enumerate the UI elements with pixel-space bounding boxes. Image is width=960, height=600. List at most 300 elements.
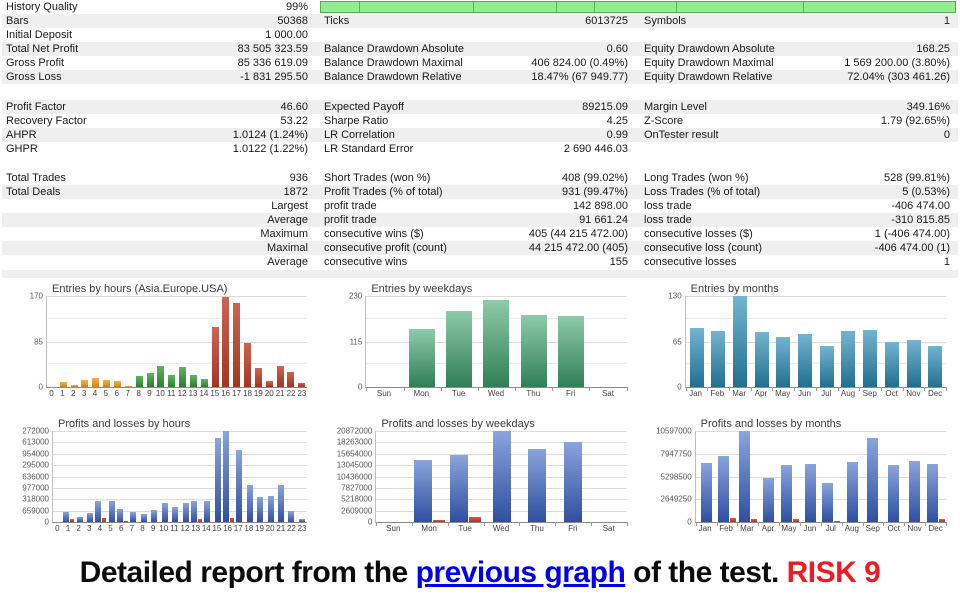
stat-cell bbox=[320, 128, 632, 142]
x-tick-label: Aug bbox=[844, 524, 859, 533]
x-tick-label: Jul bbox=[821, 389, 832, 398]
profit-bar-Wed bbox=[493, 431, 511, 522]
stat-cell bbox=[640, 128, 954, 142]
bar-slot bbox=[47, 296, 58, 387]
loss-bar-May bbox=[793, 519, 799, 522]
bar-13 bbox=[190, 375, 197, 387]
stat-cell bbox=[320, 100, 632, 114]
stat-label: History Quality bbox=[6, 1, 78, 13]
bar-slot bbox=[552, 296, 589, 387]
x-tick-label: 22 bbox=[286, 524, 296, 533]
x-tick-label: 14 bbox=[201, 524, 211, 533]
x-axis-tick bbox=[758, 522, 759, 526]
bar-Jul bbox=[820, 346, 834, 387]
stat-label: Loss Trades (% of total) bbox=[644, 186, 761, 198]
x-tick-label: Jun bbox=[798, 389, 811, 398]
x-tick-label: Oct bbox=[885, 389, 898, 398]
stat-value: 2 690 446.03 bbox=[563, 143, 628, 155]
x-tick-label: 0 bbox=[55, 524, 60, 533]
stat-value: 5 (0.53%) bbox=[902, 186, 950, 198]
stat-cell bbox=[2, 199, 312, 213]
x-tick-label: 15 bbox=[210, 389, 220, 398]
bar-slot bbox=[286, 431, 296, 522]
x-axis-tick bbox=[448, 522, 449, 526]
stat-value: 406 824.00 (0.49%) bbox=[531, 57, 628, 69]
bar-slot bbox=[838, 296, 860, 387]
x-axis-tick bbox=[903, 387, 904, 391]
x-tick-label: 17 bbox=[233, 524, 243, 533]
x-tick-label: 5 bbox=[108, 524, 113, 533]
bar-slot bbox=[821, 431, 842, 522]
x-axis-tick bbox=[627, 522, 628, 526]
x-tick-label: 6 bbox=[118, 524, 124, 533]
x-tick-label: 9 bbox=[147, 389, 152, 398]
x-tick-label: Sep bbox=[862, 389, 877, 398]
profit-bar-Apr bbox=[763, 478, 774, 522]
stat-label: Expected Payoff bbox=[324, 101, 404, 113]
stat-cell bbox=[2, 28, 312, 42]
x-tick-label: 2 bbox=[76, 524, 81, 533]
y-tick-label: 2649250 bbox=[660, 494, 692, 504]
x-tick-label: 11 bbox=[170, 524, 179, 533]
bar-May bbox=[776, 337, 790, 387]
stat-label: Balance Drawdown Maximal bbox=[324, 57, 463, 69]
bar-slot bbox=[112, 296, 123, 387]
loss-bar-Tue bbox=[469, 517, 481, 522]
stat-value: -310 815.85 bbox=[891, 214, 950, 226]
bar-3 bbox=[81, 380, 88, 387]
profit-bar-Tue bbox=[450, 455, 468, 522]
stat-value: Average bbox=[267, 214, 308, 226]
bars-layer bbox=[47, 296, 307, 387]
stat-value: 408 (99.02%) bbox=[561, 172, 628, 184]
bar-slot bbox=[441, 296, 478, 387]
y-tick-label: 65 bbox=[672, 337, 682, 346]
x-tick-label: Sun bbox=[386, 524, 401, 533]
profit-bar-2 bbox=[77, 517, 83, 522]
y-tick-label: 636000 bbox=[22, 472, 49, 481]
x-tick-label: Nov bbox=[907, 524, 922, 533]
y-tick-label: 318000 bbox=[22, 494, 49, 504]
bar-slot bbox=[85, 431, 95, 522]
stat-cell bbox=[320, 213, 632, 227]
stat-value: 931 (99.47%) bbox=[561, 186, 628, 198]
stat-cell bbox=[2, 114, 312, 128]
profit-bar-15 bbox=[215, 438, 221, 522]
x-tick-label: Jan bbox=[698, 524, 712, 533]
stat-label: Balance Drawdown Relative bbox=[324, 71, 462, 83]
x-tick-label: Mar bbox=[732, 389, 746, 398]
stat-cell bbox=[2, 42, 312, 56]
x-tick-label: Apr bbox=[754, 389, 768, 398]
stat-label: consecutive losses ($) bbox=[644, 228, 753, 240]
stat-cell bbox=[2, 171, 312, 185]
x-tick-label: 2 bbox=[71, 389, 76, 398]
profit-bar-10 bbox=[162, 503, 168, 522]
x-tick-label: Sun bbox=[376, 389, 392, 398]
profit-bar-18 bbox=[247, 485, 253, 522]
x-tick-label: Thu bbox=[530, 524, 544, 533]
bar-slot bbox=[242, 296, 253, 387]
x-tick-label: 15 bbox=[212, 524, 222, 533]
x-tick-label: Fri bbox=[568, 524, 578, 533]
x-tick-label: Apr bbox=[761, 524, 775, 533]
bar-Tue bbox=[446, 311, 472, 387]
chart-title: Entries by weekdays bbox=[371, 283, 473, 295]
stat-label: Margin Level bbox=[644, 101, 707, 113]
stat-cell bbox=[640, 227, 954, 241]
x-axis-tick bbox=[800, 522, 801, 526]
x-tick-label: Sat bbox=[602, 524, 615, 533]
caption-bar bbox=[0, 545, 960, 600]
y-tick-label: 0 bbox=[687, 517, 692, 527]
stat-row bbox=[2, 185, 958, 199]
bar-Nov bbox=[907, 340, 921, 387]
bar-slot bbox=[686, 296, 708, 387]
bar-slot bbox=[925, 431, 946, 522]
profit-bar-Oct bbox=[888, 465, 899, 522]
stat-label: Recovery Factor bbox=[6, 115, 87, 127]
stat-cell bbox=[640, 14, 954, 28]
x-tick-label: 1 bbox=[60, 389, 65, 398]
x-tick-label: Fri bbox=[565, 389, 576, 398]
profit-bar-1 bbox=[63, 512, 69, 522]
x-tick-label: Thu bbox=[526, 389, 541, 398]
chart-profits-losses-by-months bbox=[647, 418, 952, 545]
x-axis-tick bbox=[404, 387, 405, 391]
x-tick-label: 23 bbox=[297, 524, 307, 533]
chart-plot bbox=[22, 426, 307, 527]
stat-value: 0.60 bbox=[606, 43, 628, 55]
bar-Fri bbox=[558, 316, 584, 387]
progress-separator bbox=[473, 2, 474, 12]
x-axis-tick bbox=[946, 387, 947, 391]
profit-bar-19 bbox=[257, 497, 263, 522]
bar-5 bbox=[103, 380, 110, 387]
x-tick-label: 13 bbox=[191, 524, 201, 533]
bar-slot bbox=[159, 431, 169, 522]
x-axis-tick bbox=[589, 387, 590, 391]
bar-slot bbox=[515, 296, 552, 387]
bar-slot bbox=[859, 296, 881, 387]
bar-8 bbox=[136, 376, 143, 387]
bar-slot bbox=[448, 431, 484, 522]
bar-slot bbox=[155, 296, 166, 387]
stat-label: Total Deals bbox=[6, 186, 61, 198]
bar-17 bbox=[233, 303, 240, 387]
stat-label: Bars bbox=[6, 15, 29, 27]
bar-slot bbox=[223, 431, 234, 522]
stat-value: 50368 bbox=[277, 15, 308, 27]
x-tick-label: Mon bbox=[421, 524, 437, 533]
bar-slot bbox=[253, 296, 264, 387]
x-tick-label: 21 bbox=[276, 524, 286, 533]
x-tick-label: 17 bbox=[232, 389, 242, 398]
stat-value: 83 505 323.59 bbox=[237, 43, 308, 55]
x-tick-label: 8 bbox=[136, 389, 141, 398]
x-axis-tick bbox=[707, 387, 708, 391]
stat-cell bbox=[320, 227, 632, 241]
stat-label: Short Trades (won %) bbox=[324, 172, 431, 184]
stat-row bbox=[2, 0, 958, 14]
bar-16 bbox=[222, 297, 229, 387]
block-gap bbox=[0, 84, 960, 100]
profit-bar-12 bbox=[183, 503, 189, 522]
y-tick-label: 659000 bbox=[22, 506, 49, 516]
bar-slot bbox=[696, 431, 717, 522]
stat-value: 53.22 bbox=[280, 115, 308, 127]
profit-bar-Jun bbox=[805, 464, 816, 522]
x-axis-tick bbox=[816, 387, 817, 391]
bar-slot bbox=[53, 431, 63, 522]
x-tick-label: Dec bbox=[928, 389, 943, 398]
bar-23 bbox=[298, 383, 305, 387]
chart-profits-losses-by-weekdays bbox=[327, 418, 632, 545]
x-axis-labels bbox=[46, 388, 307, 401]
stat-label: consecutive profit (count) bbox=[324, 242, 447, 254]
stat-cell bbox=[640, 42, 954, 56]
stat-cell bbox=[320, 255, 632, 269]
x-tick-label: 11 bbox=[167, 389, 176, 398]
bar-slot bbox=[117, 431, 128, 522]
stat-row bbox=[2, 255, 958, 269]
bar-slot bbox=[58, 296, 69, 387]
x-tick-label: 10 bbox=[159, 524, 169, 533]
bar-slot bbox=[758, 431, 779, 522]
stat-cell bbox=[640, 56, 954, 70]
bar-slot bbox=[883, 431, 904, 522]
profit-bar-17 bbox=[236, 450, 242, 522]
history-quality-progress bbox=[320, 0, 958, 14]
charts-grid bbox=[0, 283, 960, 545]
profit-bar-Mar bbox=[739, 431, 750, 522]
stat-label: Gross Loss bbox=[6, 71, 62, 83]
bar-slot bbox=[101, 296, 112, 387]
stat-value: 1.0122 (1.22%) bbox=[232, 143, 308, 155]
x-axis-tick bbox=[751, 387, 752, 391]
profit-bar-5 bbox=[109, 501, 115, 522]
x-tick-label: 9 bbox=[150, 524, 156, 533]
x-tick-label: 6 bbox=[114, 389, 120, 398]
progress-separator bbox=[594, 2, 595, 12]
x-axis-tick bbox=[729, 387, 730, 391]
x-tick-label: 13 bbox=[188, 389, 198, 398]
x-axis-tick bbox=[946, 522, 947, 526]
bar-slot bbox=[903, 296, 925, 387]
bar-Wed bbox=[483, 300, 509, 387]
bar-10 bbox=[157, 366, 164, 387]
caption-text bbox=[80, 556, 881, 590]
stat-label: profit trade bbox=[324, 200, 377, 212]
chart-title: Entries by hours (Asia.Europe.USA) bbox=[52, 283, 228, 295]
y-tick-label: 18263000 bbox=[336, 437, 373, 447]
bar-slot bbox=[180, 431, 190, 522]
y-tick-label: 613000 bbox=[22, 437, 49, 447]
profit-bar-21 bbox=[278, 485, 284, 522]
bar-slot bbox=[591, 431, 627, 522]
bar-slot bbox=[221, 296, 232, 387]
previous-graph-link[interactable]: previous graph bbox=[415, 555, 626, 589]
stat-value: 18.47% (67 949.77) bbox=[531, 71, 628, 83]
y-tick-label: 5298500 bbox=[660, 472, 692, 481]
bar-slot bbox=[255, 431, 265, 522]
profit-bar-Fri bbox=[564, 442, 582, 522]
x-tick-label: Wed bbox=[492, 524, 510, 533]
bar-slot bbox=[478, 296, 515, 387]
x-tick-label: Oct bbox=[887, 524, 900, 533]
bar-9 bbox=[147, 373, 154, 387]
stat-cell bbox=[640, 114, 954, 128]
stat-label: LR Correlation bbox=[324, 129, 395, 141]
x-tick-label: 3 bbox=[81, 389, 87, 398]
x-axis-tick bbox=[591, 522, 592, 526]
x-tick-label: 10 bbox=[155, 389, 165, 398]
progress-separator bbox=[803, 2, 804, 12]
x-axis-tick bbox=[515, 387, 516, 391]
stat-value: 349.16% bbox=[906, 101, 950, 113]
bar-slot bbox=[265, 431, 275, 522]
stat-row bbox=[2, 241, 958, 255]
bar-12 bbox=[179, 367, 186, 387]
bar-slot bbox=[555, 431, 591, 522]
profit-bar-23 bbox=[299, 519, 305, 522]
x-tick-label: 7 bbox=[125, 389, 130, 398]
chart-entries-by-months bbox=[647, 283, 952, 410]
stat-value: 72.04% (303 461.26) bbox=[847, 71, 950, 83]
profit-bar-Thu bbox=[528, 449, 546, 522]
stat-cell bbox=[2, 0, 312, 14]
y-tick-label: 0 bbox=[44, 517, 49, 527]
stat-value: Average bbox=[267, 256, 308, 268]
stat-label: Equity Drawdown Relative bbox=[644, 71, 773, 83]
bar-15 bbox=[212, 327, 219, 387]
bar-slot bbox=[188, 296, 199, 387]
bar-slot bbox=[128, 431, 138, 522]
x-axis-tick bbox=[779, 522, 780, 526]
profit-bar-4 bbox=[95, 501, 101, 522]
stat-value: 405 (44 215 472.00) bbox=[528, 228, 628, 240]
stat-cell bbox=[2, 185, 312, 199]
stat-cell bbox=[640, 70, 954, 84]
x-tick-label: May bbox=[775, 389, 791, 398]
bar-slot bbox=[484, 431, 520, 522]
stat-row bbox=[2, 28, 958, 42]
bar-slot bbox=[191, 431, 202, 522]
stat-row bbox=[2, 100, 958, 114]
bar-slot bbox=[904, 431, 925, 522]
y-tick-label: 272000 bbox=[22, 426, 49, 436]
caption-after: of the test. bbox=[625, 555, 787, 589]
x-axis-tick bbox=[552, 387, 553, 391]
bar-slot bbox=[170, 431, 180, 522]
bar-slot bbox=[800, 431, 821, 522]
bar-Apr bbox=[755, 332, 769, 387]
stat-cell bbox=[640, 213, 954, 227]
stat-cell bbox=[2, 255, 312, 269]
x-tick-label: Jan bbox=[689, 389, 702, 398]
bar-slot bbox=[134, 296, 145, 387]
stat-label: Long Trades (won %) bbox=[644, 172, 749, 184]
chart-plot bbox=[656, 426, 946, 527]
bar-18 bbox=[244, 343, 251, 387]
x-tick-label: 21 bbox=[275, 389, 285, 398]
bar-slot bbox=[286, 296, 297, 387]
loss-bar-Jul bbox=[834, 521, 840, 522]
y-tick-label: 0 bbox=[367, 517, 373, 527]
stat-label: Balance Drawdown Absolute bbox=[324, 43, 465, 55]
y-tick-label: 2609000 bbox=[341, 506, 373, 516]
x-axis-tick bbox=[925, 522, 926, 526]
progress-separator bbox=[676, 2, 677, 12]
stat-cell bbox=[320, 185, 632, 199]
stat-value: 1 bbox=[943, 256, 950, 268]
x-tick-label: 1 bbox=[65, 524, 71, 533]
x-axis-tick bbox=[484, 522, 485, 526]
stat-label: Profit Trades (% of total) bbox=[324, 186, 443, 198]
y-tick-label: 170 bbox=[29, 291, 43, 301]
bar-1 bbox=[60, 382, 67, 387]
bar-Mon bbox=[409, 329, 435, 387]
profit-bar-Nov bbox=[909, 461, 920, 522]
bar-21 bbox=[277, 366, 284, 387]
bar-Aug bbox=[841, 331, 855, 387]
x-tick-label: Jun bbox=[803, 524, 817, 533]
stat-cell bbox=[320, 241, 632, 255]
bar-slot bbox=[751, 296, 773, 387]
x-tick-label: Nov bbox=[906, 389, 921, 398]
x-axis-tick bbox=[904, 522, 905, 526]
chart-title: Profits and losses by months bbox=[700, 418, 842, 430]
stat-value: 4.25 bbox=[606, 115, 628, 127]
bar-slot bbox=[296, 296, 307, 387]
chart-plot bbox=[336, 426, 626, 527]
profit-bar-8 bbox=[141, 514, 147, 522]
bar-slot bbox=[589, 296, 626, 387]
x-tick-label: Aug bbox=[840, 389, 856, 398]
bars-layer bbox=[376, 431, 626, 522]
bar-slot bbox=[199, 296, 210, 387]
stat-label: Equity Drawdown Absolute bbox=[644, 43, 775, 55]
x-tick-label: Feb bbox=[719, 524, 733, 533]
profit-bar-Mon bbox=[414, 460, 432, 522]
x-tick-label: 14 bbox=[199, 389, 209, 398]
chart-entries-by-weekdays bbox=[327, 283, 632, 410]
loss-bar-Feb bbox=[730, 518, 736, 522]
bars-layer bbox=[366, 296, 626, 387]
bar-slot bbox=[717, 431, 738, 522]
stat-row bbox=[2, 142, 958, 156]
stat-value: 1 000.00 bbox=[265, 29, 308, 41]
chart-title: Profits and losses by hours bbox=[58, 418, 191, 430]
x-tick-label: 19 bbox=[253, 389, 263, 398]
stat-value: 168.25 bbox=[916, 43, 950, 55]
stat-cell bbox=[2, 142, 312, 156]
bar-slot bbox=[95, 431, 106, 522]
profit-bar-Jan bbox=[701, 463, 712, 522]
bar-slot bbox=[212, 431, 222, 522]
x-tick-label: 18 bbox=[243, 389, 252, 398]
chart-profits-losses-by-hours bbox=[8, 418, 313, 545]
bar-slot bbox=[276, 431, 286, 522]
bar-slot bbox=[90, 296, 101, 387]
bar-slot bbox=[149, 431, 159, 522]
profit-bar-16 bbox=[223, 431, 229, 522]
bar-Thu bbox=[521, 315, 547, 387]
stat-label: AHPR bbox=[6, 129, 37, 141]
x-tick-label: 12 bbox=[180, 524, 190, 533]
stat-value: 155 bbox=[609, 256, 628, 268]
bar-2 bbox=[71, 385, 78, 387]
